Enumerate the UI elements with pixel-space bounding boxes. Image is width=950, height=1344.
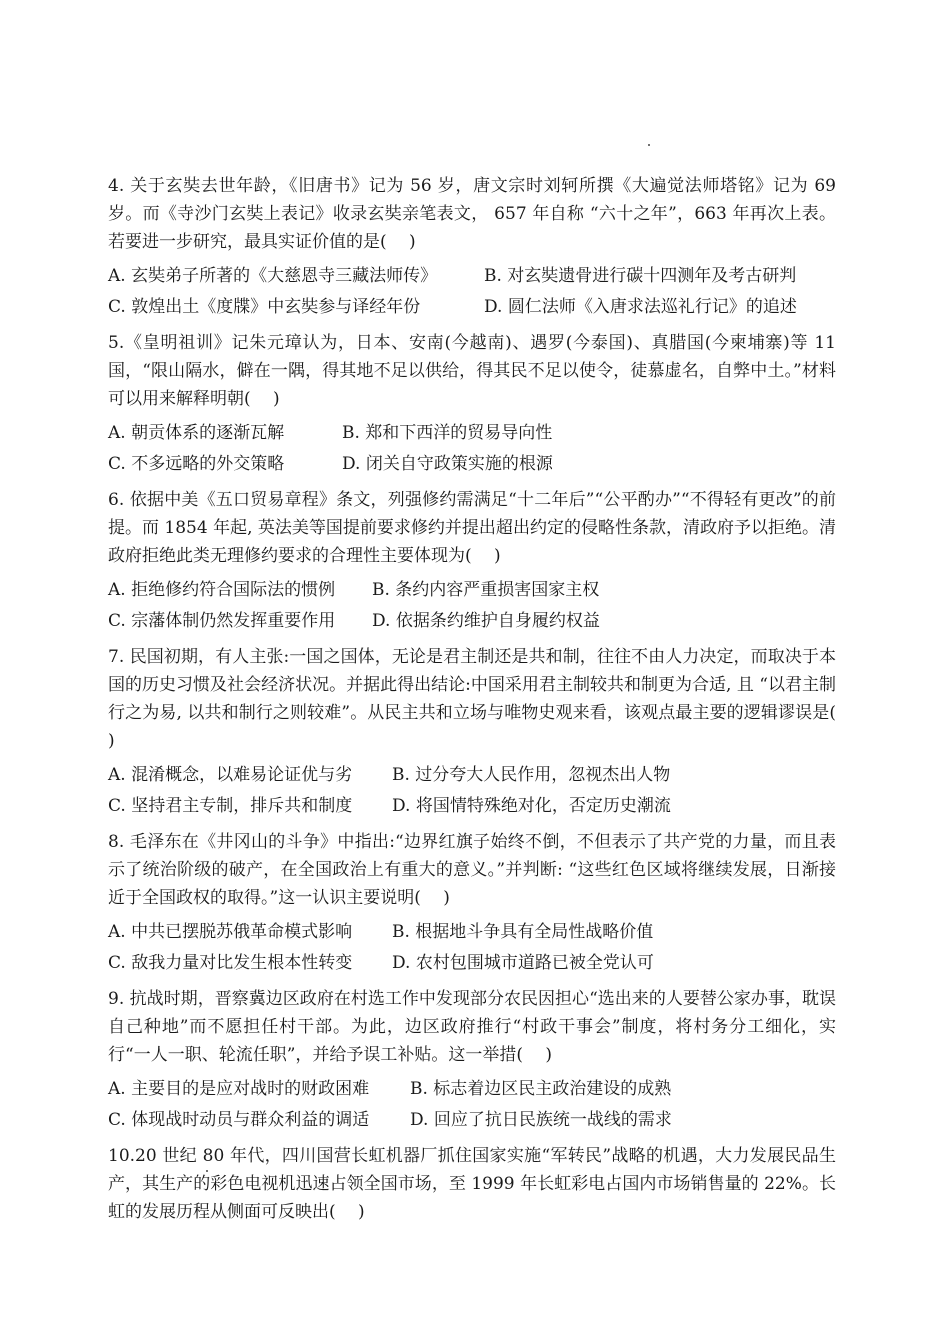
option-row: [108, 293, 836, 324]
option-b: B. 根据地斗争具有全局性战略价值: [392, 922, 654, 942]
option-row: [108, 1075, 836, 1106]
option-a: A. 拒绝修约符合国际法的惯例: [108, 580, 336, 600]
option-a: A. 中共已摆脱苏俄革命模式影响: [108, 922, 353, 942]
option-c: C. 体现战时动员与群众利益的调适: [108, 1110, 370, 1130]
option-d: D. 闭关自守政策实施的根源: [342, 454, 553, 474]
option-row: [108, 1106, 836, 1137]
question-8: [108, 828, 836, 980]
question-5: [108, 329, 836, 481]
question-6: [108, 486, 836, 638]
question-stem: 4. 关于玄奘去世年龄，《旧唐书》记为 56 岁，唐文宗时刘轲所撰《大遍觉法师塔铭》记为 69 岁。而《寺沙门玄奘上表记》收录玄奘亲笔表文， 657 年自称 “六十之年”，663 年再次上表。若要进一步研究，最具实证价值的是( ): [108, 176, 836, 252]
option-a: A. 主要目的是应对战时的财政困难: [108, 1079, 370, 1099]
question-stem: 10.20 世纪 80 年代，四川国营长虹机器厂抓住国家实施“军转民”战略的机遇，大力发展民品生产，其生产的彩色电视机迅速占领全国市场，至 1999 年长虹彩电占国内市场销售量的 22%。长虹的发展历程从侧面可反映出( ): [108, 1146, 836, 1222]
options: [108, 576, 836, 638]
question-10: [108, 1142, 836, 1226]
option-c: C. 敦煌出土《度牒》中玄奘参与译经年份: [108, 297, 421, 317]
option-d: D. 农村包围城市道路已被全党认可: [392, 953, 654, 973]
question-9: [108, 985, 836, 1137]
options: [108, 1075, 836, 1137]
option-a: A. 朝贡体系的逐渐瓦解: [108, 423, 285, 443]
exam-page: [108, 172, 859, 1232]
question-stem: 7. 民国初期，有人主张:一国之国体，无论是君主制还是共和制，往往不由人力决定，而取决于本国的历史习惯及社会经济状况。并据此得出结论:中国采用君主制较共和制更为合适, 且 “以君主制行之为易, 以共和制行之则较难”。从民主共和立场与唯物史观来看，该观点最主要的逻辑谬误是( ): [108, 647, 859, 751]
option-b: B. 郑和下西洋的贸易导向性: [342, 423, 553, 443]
option-row: [108, 450, 836, 481]
option-d: D. 回应了抗日民族统一战线的需求: [410, 1110, 672, 1130]
option-row: [108, 262, 836, 293]
option-row: [108, 419, 836, 450]
option-b: B. 对玄奘遗骨进行碳十四测年及考古研判: [484, 266, 797, 286]
option-row: [108, 761, 836, 792]
option-b: B. 标志着边区民主政治建设的成熟: [410, 1079, 672, 1099]
options: [108, 419, 836, 481]
option-c: C. 坚持君主专制，排斥共和制度: [108, 796, 353, 816]
option-a: A. 玄奘弟子所著的《大慈恩寺三藏法师传》: [108, 266, 438, 286]
option-c: C. 敌我力量对比发生根本性转变: [108, 953, 353, 973]
option-row: [108, 576, 836, 607]
option-row: [108, 918, 836, 949]
option-b: B. 过分夸大人民作用，忽视杰出人物: [392, 765, 671, 785]
question-stem: 9. 抗战时期，晋察冀边区政府在村选工作中发现部分农民因担心“选出来的人要替公家办事，耽误自己种地”而不愿担任村干部。为此，边区政府推行“村政干事会”制度，将村务分工细化，实行“一人一职、轮流任职”，并给予误工补贴。这一举措( ): [108, 989, 836, 1065]
options: [108, 262, 836, 324]
option-d: D. 依据条约维护自身履约权益: [372, 611, 600, 631]
option-d: D. 圆仁法师《入唐求法巡礼行记》的追述: [484, 297, 797, 317]
question-stem: 8. 毛泽东在《井冈山的斗争》中指出:“边界红旗子始终不倒，不但表示了共产党的力量，而且表示了统治阶级的破产，在全国政治上有重大的意义。”并判断: “这些红色区域将继续发展，日渐接近于全国政权的取得。”这一认识主要说明( ): [108, 832, 836, 908]
question-7: [108, 643, 859, 823]
question-stem: 5.《皇明祖训》记朱元璋认为，日本、安南(今越南)、遇罗(今泰国)、真腊国(今柬埔寨)等 11 国，“限山隔水，僻在一隅，得其地不足以供给，得其民不足以使令，徒慕虚名，自弊中土。”材料可以用来解释明朝( ): [108, 333, 836, 409]
options: [108, 761, 836, 823]
option-row: [108, 949, 836, 980]
option-b: B. 条约内容严重损害国家主权: [372, 580, 600, 600]
options: [108, 918, 836, 980]
option-row: [108, 792, 836, 823]
option-d: D. 将国情特殊绝对化，否定历史潮流: [392, 796, 671, 816]
speck-top: [648, 144, 650, 146]
question-4: [108, 172, 836, 324]
option-row: [108, 607, 836, 638]
question-stem: 6. 依据中美《五口贸易章程》条文，列强修约需满足“十二年后”“公平酌办”“不得轻有更改”的前提。而 1854 年起, 英法美等国提前要求修约并提出超出约定的侵略性条款，清政府予以拒绝。清政府拒绝此类无理修约要求的合理性主要体现为( ): [108, 490, 836, 566]
option-c: C. 不多远略的外交策略: [108, 454, 285, 474]
option-c: C. 宗藩体制仍然发挥重要作用: [108, 611, 336, 631]
option-a: A. 混淆概念，以难易论证优与劣: [108, 765, 353, 785]
